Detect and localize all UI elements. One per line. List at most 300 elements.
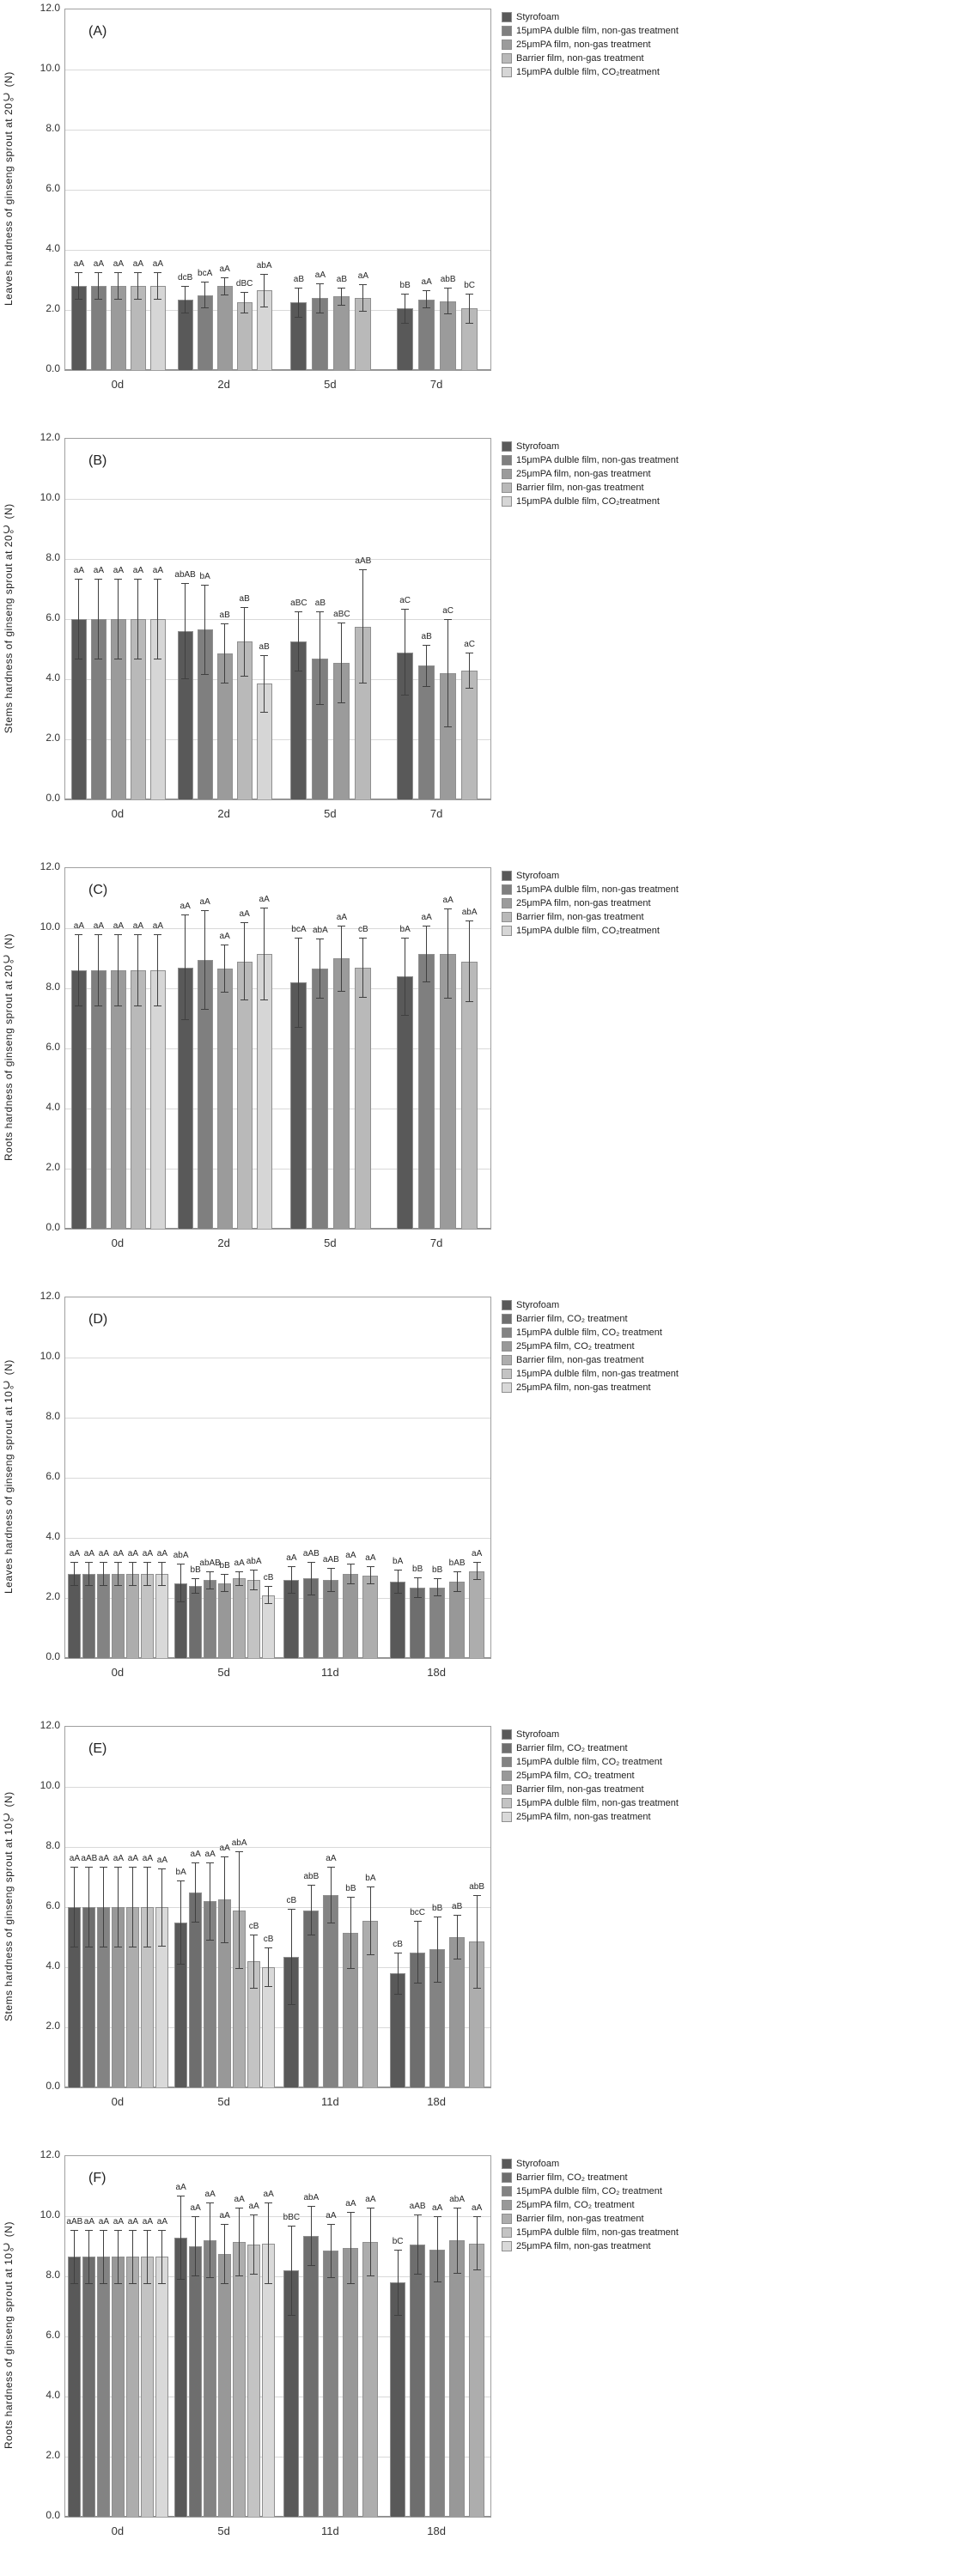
error-bar-line <box>157 273 158 299</box>
panel-title: (D) <box>88 1312 108 1327</box>
bar-label: aA <box>132 921 143 931</box>
bar-label: bB <box>190 1565 201 1576</box>
bar <box>418 954 435 1229</box>
panel-B <box>0 429 974 859</box>
legend-item <box>502 441 679 452</box>
error-bar <box>114 1867 122 1948</box>
bar <box>303 1911 319 2088</box>
legend-label: Styrofoam <box>516 2159 560 2169</box>
error-bar <box>414 1921 422 1984</box>
bar <box>449 1937 465 2087</box>
error-bar <box>295 288 302 318</box>
y-tick-label: 10.0 <box>40 920 60 933</box>
error-bar-line <box>457 1572 458 1592</box>
bar-label: aA <box>204 1849 216 1859</box>
bar-label: aA <box>219 932 230 942</box>
bar <box>247 2245 260 2517</box>
error-bar <box>85 1562 93 1586</box>
error-bar-line <box>118 2231 119 2283</box>
error-bar-line <box>264 908 265 1000</box>
error-bar-line <box>224 1857 225 1943</box>
bar-label: cB <box>248 1921 259 1931</box>
error-bar-line <box>370 1567 371 1583</box>
bar-label: bC <box>464 280 476 290</box>
bar-label: aA <box>421 912 432 922</box>
bar-label: aA <box>219 1843 230 1853</box>
plot-area <box>64 9 491 371</box>
error-bar <box>265 2202 272 2284</box>
bar <box>155 1574 168 1658</box>
bar-label: cB <box>263 1935 274 1945</box>
error-bar <box>201 585 209 675</box>
error-bar-line <box>447 620 448 726</box>
x-tick-label: 18d <box>427 2524 446 2537</box>
error-bar <box>181 583 189 679</box>
error-bar <box>401 938 409 1016</box>
error-bar-line <box>398 1953 399 1994</box>
error-bar-line <box>341 927 342 991</box>
error-bar-line <box>78 273 79 299</box>
bar <box>410 2245 425 2517</box>
bar-label: bA <box>199 571 210 581</box>
legend-swatch <box>502 1341 512 1352</box>
error-bar <box>143 1867 151 1948</box>
legend-label: Barrier film, non-gas treatment <box>516 2214 644 2224</box>
error-bar <box>295 938 302 1028</box>
legend-swatch <box>502 483 512 493</box>
legend-label: 15μmPA dulble film, non-gas treatment <box>516 455 679 465</box>
bar-label: aA <box>113 259 124 270</box>
grid-line <box>65 1787 490 1788</box>
error-bar-line <box>185 915 186 1019</box>
error-bar <box>265 1947 272 1987</box>
error-bar <box>454 2208 461 2274</box>
error-bar <box>307 1562 315 1595</box>
legend <box>502 1729 679 1826</box>
error-bar-line <box>118 580 119 659</box>
bar-label: aA <box>190 1849 201 1859</box>
legend-swatch <box>502 2227 512 2238</box>
bar <box>82 2257 95 2517</box>
error-bar <box>260 274 268 307</box>
y-tick-label: 4.0 <box>46 671 60 683</box>
bar-label: dcB <box>178 273 193 283</box>
y-tick-label: 0.0 <box>46 1221 60 1233</box>
bar-label: aAB <box>355 556 372 567</box>
bar-label: aA <box>263 2190 274 2200</box>
error-bar-line <box>103 2231 104 2283</box>
error-bar-line <box>457 2208 458 2273</box>
bar-label: aC <box>464 639 476 649</box>
y-tick-label: 12.0 <box>40 2 60 14</box>
y-tick-label: 12.0 <box>40 1719 60 1731</box>
legend-label: Barrier film, CO₂ treatment <box>516 2172 628 2183</box>
error-bar-line <box>477 2217 478 2269</box>
panel-D <box>0 1288 974 1717</box>
y-tick-label: 8.0 <box>46 1839 60 1851</box>
bar-label: aA <box>421 277 432 288</box>
legend-item <box>502 53 679 64</box>
bar-label: abB <box>303 1871 320 1881</box>
error-bar <box>85 2230 93 2284</box>
error-bar <box>414 2215 422 2275</box>
error-bar <box>367 2208 374 2277</box>
error-bar <box>94 272 102 300</box>
error-bar-line <box>224 278 225 295</box>
legend <box>502 2159 679 2255</box>
bar-label: aA <box>442 896 454 906</box>
error-bar-line <box>298 289 299 317</box>
legend-label: Styrofoam <box>516 441 560 452</box>
bar <box>71 970 87 1229</box>
bar <box>217 286 233 370</box>
error-bar <box>100 2230 107 2284</box>
bar <box>449 2240 465 2517</box>
bar-label: aAB <box>322 1555 339 1564</box>
error-bar-line <box>350 2213 351 2283</box>
bar-label: aA <box>199 897 210 907</box>
x-tick-label: 7d <box>429 378 443 391</box>
panel-F <box>0 2147 974 2576</box>
error-bar <box>85 1867 93 1948</box>
legend-swatch <box>502 1355 512 1365</box>
bar-label: aA <box>152 921 163 931</box>
legend-item <box>502 483 679 493</box>
legend-swatch <box>502 12 512 22</box>
error-bar-line <box>239 1852 240 1968</box>
bar-label: aA <box>93 921 104 931</box>
bar-label: bcC <box>410 1907 426 1917</box>
legend-item <box>502 39 679 50</box>
grid-line <box>65 250 490 251</box>
bar <box>418 300 435 370</box>
error-bar <box>235 1851 243 1969</box>
bar-label: abA <box>231 1838 247 1849</box>
bar <box>312 969 328 1229</box>
error-bar <box>221 945 228 993</box>
error-bar-line <box>78 935 79 1005</box>
bar <box>141 1574 154 1658</box>
bar-label: abA <box>449 2194 466 2204</box>
error-bar <box>192 2216 199 2276</box>
error-bar-line <box>264 656 265 712</box>
error-bar-line <box>331 1868 332 1923</box>
error-bar <box>260 908 268 1001</box>
error-bar <box>316 283 324 313</box>
legend-swatch <box>502 1812 512 1822</box>
bar <box>262 2244 275 2518</box>
error-bar-line <box>469 921 470 1001</box>
bar-label: aA <box>472 2203 483 2213</box>
error-bar <box>327 1867 335 1924</box>
bar-label: aA <box>93 565 104 575</box>
error-bar <box>177 1564 185 1603</box>
error-bar <box>70 1562 78 1586</box>
y-axis-label: Stems hardness of ginseng sprout at 20℃ (N) <box>3 503 15 733</box>
error-bar-line <box>157 935 158 1005</box>
legend-item <box>502 898 679 908</box>
bar <box>218 1583 231 1659</box>
y-tick-label: 6.0 <box>46 182 60 194</box>
bar-label: aA <box>69 1549 80 1558</box>
error-bar <box>221 277 228 295</box>
error-bar <box>466 653 473 689</box>
bar-label: aB <box>259 642 270 652</box>
bar-label: aAB <box>81 1853 98 1863</box>
legend-label: Styrofoam <box>516 1729 560 1740</box>
bar <box>343 2248 358 2517</box>
bar-label: aA <box>73 921 84 931</box>
y-tick-label: 0.0 <box>46 792 60 804</box>
y-axis-label: Roots hardness of ginseng sprout at 10℃ (N) <box>3 2221 15 2450</box>
error-bar-line <box>224 624 225 683</box>
error-bar-line <box>253 1935 254 1988</box>
bar-label: aA <box>239 909 250 919</box>
bar <box>333 296 350 370</box>
bar <box>362 1576 378 1658</box>
error-bar-line <box>437 2217 438 2281</box>
bar-label: aA <box>336 912 347 922</box>
grid-line <box>65 619 490 620</box>
error-bar-line <box>224 1575 225 1591</box>
bar-label: abAB <box>199 1558 221 1568</box>
error-bar-line <box>147 1868 148 1947</box>
y-tick-label: 12.0 <box>40 860 60 872</box>
legend-item <box>502 12 679 22</box>
legend-swatch <box>502 441 512 452</box>
legend-label: 15μmPA dulble film, non-gas treatment <box>516 884 679 895</box>
x-tick-label: 11d <box>321 1666 339 1679</box>
error-bar-line <box>204 911 205 1009</box>
error-bar-line <box>311 2207 312 2265</box>
error-bar-line <box>185 584 186 678</box>
y-tick-label: 8.0 <box>46 1410 60 1422</box>
grid-line <box>65 190 490 191</box>
bar-label: aB <box>239 594 250 604</box>
error-bar-line <box>291 1567 292 1593</box>
error-bar <box>444 908 452 999</box>
x-tick-label: 7d <box>429 1236 443 1249</box>
bar <box>233 1578 246 1658</box>
error-bar <box>129 1562 137 1586</box>
error-bar <box>221 1574 228 1592</box>
error-bar <box>158 1562 166 1586</box>
y-tick-label: 2.0 <box>46 732 60 744</box>
error-bar-line <box>398 1571 399 1593</box>
bar-label: aA <box>357 271 368 282</box>
y-tick-label: 2.0 <box>46 2449 60 2461</box>
bar-label: aA <box>93 259 104 270</box>
bar-label: abA <box>303 2192 320 2202</box>
bar-label: aA <box>113 1549 124 1558</box>
legend-label: 15μmPA dulble film, non-gas treatment <box>516 26 679 36</box>
grid-line <box>65 499 490 500</box>
error-bar <box>250 1935 258 1989</box>
legend-item <box>502 1743 679 1753</box>
error-bar-line <box>311 1563 312 1595</box>
legend-item <box>502 912 679 922</box>
bar <box>237 962 253 1230</box>
legend-item <box>502 1314 679 1324</box>
legend-swatch <box>502 871 512 881</box>
error-bar <box>192 1578 199 1594</box>
y-tick-label: 4.0 <box>46 1530 60 1542</box>
grid-line <box>65 1538 490 1539</box>
error-bar-line <box>118 1868 119 1947</box>
error-bar <box>359 569 367 683</box>
bar-label: aB <box>452 1901 463 1911</box>
error-bar <box>367 1886 374 1956</box>
error-bar <box>201 910 209 1010</box>
y-tick-label: 2.0 <box>46 1590 60 1602</box>
bar <box>150 970 166 1229</box>
bar-label: aA <box>259 894 270 904</box>
bar-label: aA <box>286 1553 297 1564</box>
bar <box>126 2257 139 2517</box>
error-bar <box>221 2224 228 2284</box>
error-bar <box>316 611 324 705</box>
legend-label: 15μmPA dulble film, CO₂treatment <box>516 926 660 936</box>
error-bar-line <box>132 1563 133 1585</box>
error-bar-line <box>477 1563 478 1579</box>
error-bar <box>288 1566 295 1594</box>
error-bar-line <box>239 2208 240 2276</box>
bar-label: aA <box>127 1853 138 1863</box>
bar-label: aA <box>132 565 143 575</box>
y-axis-label: Roots hardness of ginseng sprout at 20℃ (N) <box>3 933 15 1162</box>
bar-label: abA <box>461 908 478 918</box>
bar-label: aA <box>345 1550 356 1560</box>
x-tick-label: 0d <box>111 2524 125 2537</box>
error-bar <box>134 934 142 1006</box>
error-bar-line <box>195 1863 196 1922</box>
y-tick-label: 4.0 <box>46 2389 60 2401</box>
legend-item <box>502 496 679 507</box>
legend-label: Barrier film, non-gas treatment <box>516 483 644 493</box>
x-tick-label: 5d <box>324 807 337 820</box>
error-bar-line <box>331 2225 332 2277</box>
panel-title: (E) <box>88 1741 107 1756</box>
bar-label: aA <box>432 2203 443 2213</box>
legend-swatch <box>502 455 512 465</box>
error-bar <box>177 1880 185 1965</box>
bar-label: aA <box>326 2210 337 2221</box>
legend-swatch <box>502 2241 512 2251</box>
legend-swatch <box>502 67 512 77</box>
bar <box>82 1574 95 1658</box>
error-bar <box>288 1909 295 2005</box>
error-bar <box>327 1568 335 1592</box>
error-bar <box>158 2230 166 2284</box>
bar-label: abA <box>312 926 328 936</box>
y-tick-label: 10.0 <box>40 2208 60 2221</box>
y-tick-label: 6.0 <box>46 611 60 623</box>
error-bar-line <box>195 1579 196 1593</box>
legend-item <box>502 1327 679 1338</box>
bar-label: aA <box>142 2216 153 2227</box>
y-tick-label: 10.0 <box>40 62 60 74</box>
bar-label: aA <box>248 2202 259 2212</box>
error-bar <box>181 286 189 313</box>
error-bar-line <box>78 580 79 659</box>
x-tick-label: 5d <box>217 2095 230 2108</box>
error-bar <box>100 1562 107 1586</box>
error-bar <box>444 619 452 727</box>
bar-label: aA <box>83 2216 94 2227</box>
y-tick-label: 10.0 <box>40 1779 60 1791</box>
y-tick-label: 8.0 <box>46 2269 60 2281</box>
legend-swatch <box>502 469 512 479</box>
error-bar <box>75 272 82 300</box>
bar-label: aAB <box>66 2216 83 2227</box>
error-bar <box>154 272 161 300</box>
bar <box>323 1895 338 2087</box>
bar-label: aA <box>156 2216 167 2227</box>
bar-label: aA <box>69 1853 80 1863</box>
legend-label: 25μmPA film, non-gas treatment <box>516 39 651 50</box>
bar-label: bB <box>432 1565 443 1576</box>
legend-item <box>502 871 679 881</box>
bar-label: abA <box>246 1556 262 1566</box>
y-tick-label: 2.0 <box>46 2020 60 2032</box>
error-bar <box>114 1562 122 1586</box>
bar <box>91 970 107 1229</box>
y-tick-label: 12.0 <box>40 431 60 443</box>
bar-label: cB <box>286 1895 297 1905</box>
legend-label: 15μmPA dulble film, CO₂ treatment <box>516 1327 662 1338</box>
error-bar <box>367 1566 374 1584</box>
bar-label: aA <box>219 2210 230 2221</box>
error-bar <box>114 934 122 1006</box>
legend-swatch <box>502 1743 512 1753</box>
bar <box>126 1574 139 1658</box>
error-bar-line <box>370 1887 371 1955</box>
y-tick-label: 4.0 <box>46 242 60 254</box>
bar-label: aAB <box>302 1549 320 1558</box>
bar-label: aA <box>234 1558 245 1568</box>
legend-swatch <box>502 1300 512 1310</box>
panel-E <box>0 1717 974 2147</box>
bar-label: abAB <box>174 570 196 580</box>
y-tick-label: 8.0 <box>46 122 60 134</box>
error-bar-line <box>417 1922 418 1984</box>
legend-swatch <box>502 1771 512 1781</box>
legend-item <box>502 2227 679 2238</box>
error-bar <box>359 938 367 998</box>
error-bar <box>94 934 102 1006</box>
bar-label: aA <box>83 1549 94 1558</box>
bar <box>217 969 233 1229</box>
bar-label: aA <box>127 2216 138 2227</box>
legend-item <box>502 1369 679 1379</box>
bar <box>362 2242 378 2517</box>
panel-title: (A) <box>88 24 107 39</box>
legend-label: 15μmPA dulble film, CO₂ treatment <box>516 2186 662 2196</box>
legend-item <box>502 926 679 936</box>
grid-line <box>65 1418 490 1419</box>
error-bar <box>143 2230 151 2284</box>
bar-label: aA <box>132 259 143 270</box>
legend <box>502 871 679 939</box>
legend-item <box>502 1812 679 1822</box>
legend-label: 25μmPA film, non-gas treatment <box>516 1382 651 1393</box>
legend-label: Barrier film, non-gas treatment <box>516 912 644 922</box>
legend-label: 15μmPA dulble film, CO₂treatment <box>516 496 660 507</box>
error-bar-line <box>341 289 342 305</box>
bar-label: aA <box>152 565 163 575</box>
legend-item <box>502 884 679 895</box>
bar-label: aA <box>365 1553 376 1564</box>
